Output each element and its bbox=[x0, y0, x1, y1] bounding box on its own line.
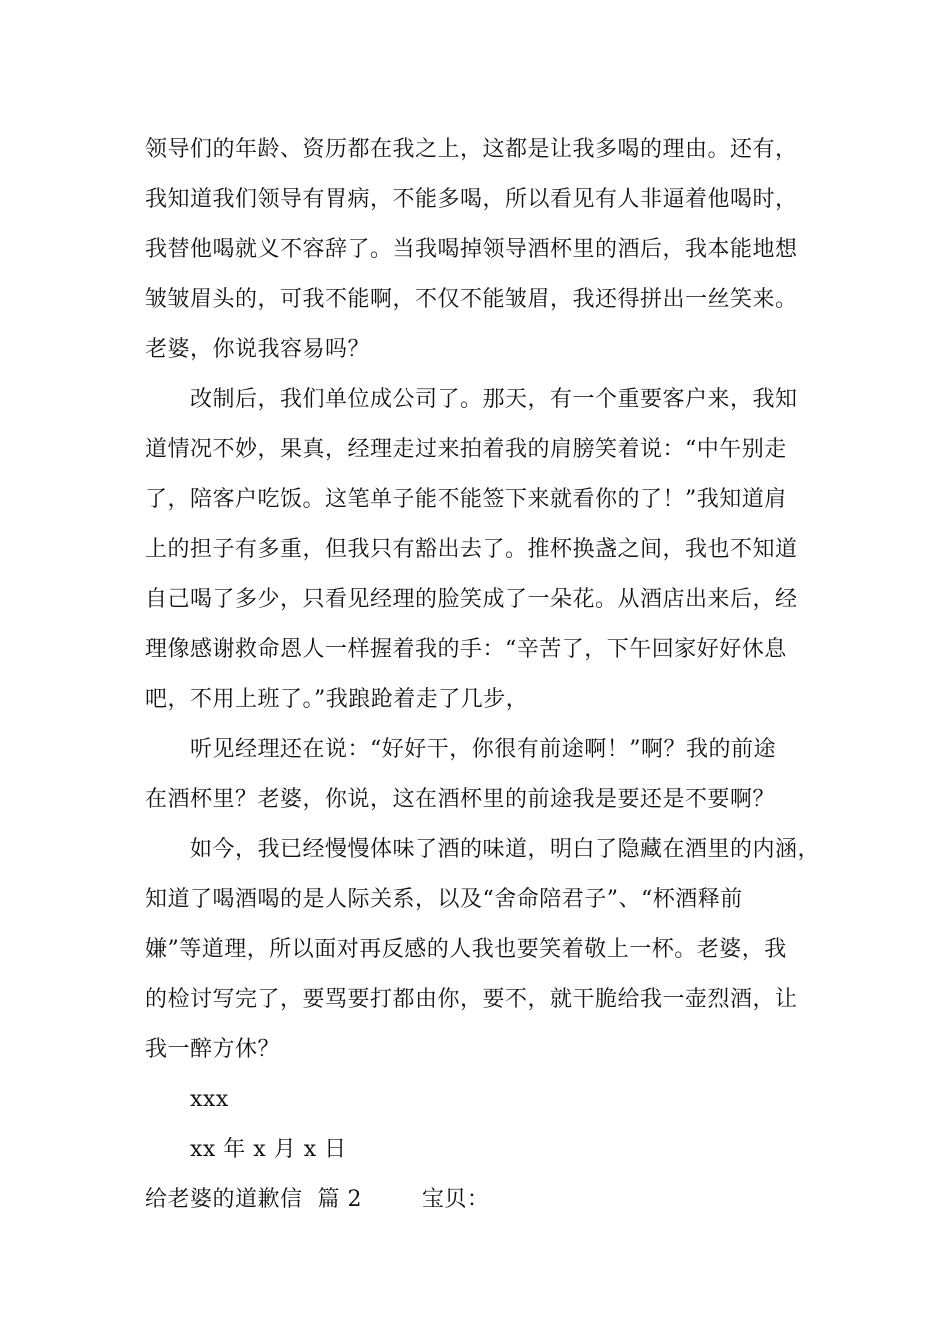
paragraph-line: 老婆，你说我容易吗？ bbox=[145, 337, 371, 362]
signature-date: xx 年 x 月 x 日 bbox=[190, 1137, 347, 1162]
section-heading: 给老婆的道歉信 篇 2 宝贝： bbox=[145, 1187, 490, 1212]
paragraph-line: 我知道我们领导有胃病，不能多喝，所以看见有人非逼着他喝时， bbox=[145, 187, 798, 212]
paragraph-line: 皱皱眉头的，可我不能啊，不仅不能皱眉，我还得拼出一丝笑来。 bbox=[145, 287, 798, 312]
paragraph-line: 自己喝了多少，只看见经理的脸笑成了一朵花。从酒店出来后，经 bbox=[145, 587, 798, 612]
signature-name: xxx bbox=[190, 1087, 229, 1112]
paragraph-line: 听见经理还在说：“好好干，你很有前途啊！”啊？我的前途 bbox=[190, 737, 776, 762]
paragraph-line: 上的担子有多重，但我只有豁出去了。推杯换盏之间，我也不知道 bbox=[145, 537, 798, 562]
paragraph-line: 改制后，我们单位成公司了。那天，有一个重要客户来，我知 bbox=[190, 387, 798, 412]
paragraph-line: 道情况不妙，果真，经理走过来拍着我的肩膀笑着说：“中午别走 bbox=[145, 437, 787, 462]
paragraph-line: 的检讨写完了，要骂要打都由你，要不，就干脆给我一壶烈酒，让 bbox=[145, 987, 798, 1012]
paragraph-line: 在酒杯里？老婆，你说，这在酒杯里的前途我是要还是不要啊？ bbox=[145, 787, 776, 812]
paragraph-line: 理像感谢救命恩人一样握着我的手：“辛苦了，下午回家好好休息 bbox=[145, 637, 787, 662]
paragraph-line: 我一醉方休？ bbox=[145, 1037, 281, 1062]
paragraph-line: 了，陪客户吃饭。这笔单子能不能签下来就看你的了！”我知道肩 bbox=[145, 487, 787, 512]
paragraph-line: 吧，不用上班了。”我踉跄着走了几步， bbox=[145, 687, 529, 712]
paragraph-line: 如今，我已经慢慢体味了酒的味道，明白了隐藏在酒里的内涵， bbox=[190, 837, 821, 862]
paragraph-line: 嫌”等道理，所以面对再反感的人我也要笑着敬上一杯。老婆，我 bbox=[145, 937, 787, 962]
paragraph-line: 知道了喝酒喝的是人际关系，以及“舍命陪君子”、“杯酒释前 bbox=[145, 887, 743, 912]
paragraph-line: 领导们的年龄、资历都在我之上，这都是让我多喝的理由。还有， bbox=[145, 137, 798, 162]
paragraph-line: 我替他喝就义不容辞了。当我喝掉领导酒杯里的酒后，我本能地想 bbox=[145, 237, 798, 262]
